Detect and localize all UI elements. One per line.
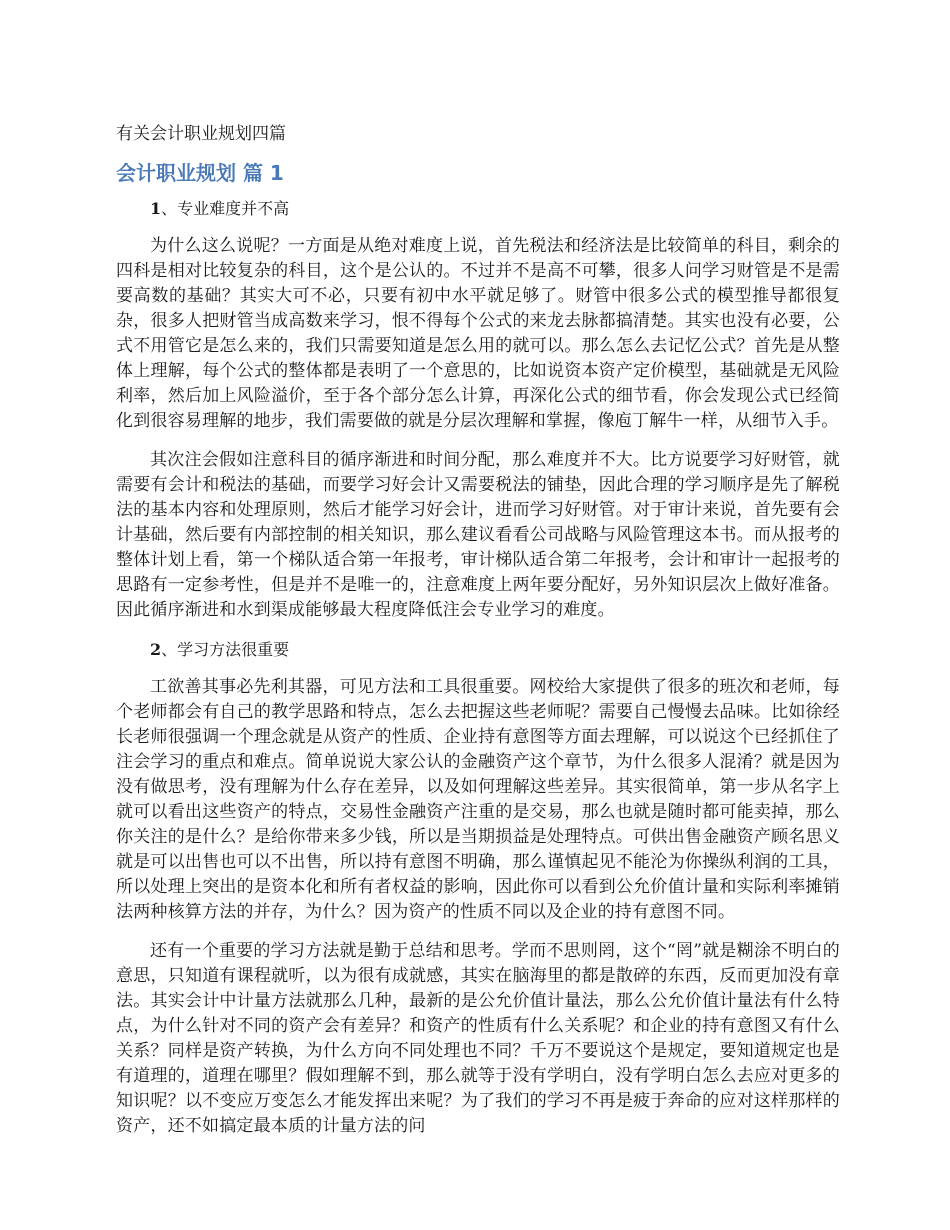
subsection-title: 、学习方法很重要 [161, 640, 290, 659]
subsection-heading [116, 196, 840, 222]
document-page [116, 120, 840, 1153]
paragraph: 其次注会假如注意科目的循序渐进和时间分配，那么难度并不大。比方说要学习好财管，就需要有会计和税法的基础，而要学习好会计又需要税法的铺垫，因此合理的学习顺序是先了解税法的基本内容和处理原则，然后才能学习好会计，进而学习好财管。对于审计来说，首先要有会计基础，然后要有内部控制的相关知识，那么建议看看公司战略与风险管理这本书。而从报考的整体计划上看，第一个梯队适合第一年报考，审计梯队适合第二年报考，会计和审计一起报考的思路有一定参考性，但是并不是唯一的，注意难度上两年要分配好，另外知识层次上做好准备。因此循序渐进和水到渠成能够最大程度降低注会专业学习的难度。 [116, 450, 840, 620]
paragraph: 为什么这么说呢？一方面是从绝对难度上说，首先税法和经济法是比较简单的科目，剩余的四科是相对比较复杂的科目，这个是公认的。不过并不是高不可攀，很多人问学习财管是不是需要高数的基础？其实大可不必，只要有初中水平就足够了。财管中很多公式的模型推导都很复杂，很多人把财管当成高数来学习，恨不得每个公式的来龙去脉都搞清楚。其实也没有必要，公式不用管它是怎么来的，我们只需要知道是怎么用的就可以。那么怎么去记忆公式？首先是从整体上理解，每个公式的整体都是表明了一个意思的，比如说资本资产定价模型，基础就是无风险利率，然后加上风险溢价，至于各个部分怎么计算，再深化公式的细节看，你会发现公式已经简化到很容易理解的地步，我们需要做的就是分层次理解和掌握，像庖丁解牛一样，从细节入手。 [116, 236, 840, 431]
section-heading: 会计职业规划 篇 1 [116, 161, 284, 185]
subsection-1 [116, 196, 840, 623]
subsection-number: 2 [150, 640, 162, 659]
paragraph: 还有一个重要的学习方法就是勤于总结和思考。学而不思则罔，这个“罔”就是糊涂不明白的意思，只知道有课程就听，以为很有成就感，其实在脑海里的都是散碎的东西，反而更加没有章法。其实会计中计量方法就那么几种，最新的是公允价值计量法，那么公允价值计量法有什么特点，为什么针对不同的资产会有差异？和资产的性质有什么关系呢？和企业的持有意图又有什么关系？同样是资产转换，为什么方向不同处理也不同？千万不要说这个是规定，要知道规定也是有道理的，道理在哪里？假如理解不到，那么就等于没有学明白，没有学明白怎么去应对更多的知识呢？以不变应万变怎么才能发挥出来呢？为了我们的学习不再是疲于奔命的应对这样那样的资产，还不如搞定最本质的计量方法的问 [116, 941, 840, 1136]
document-title: 有关会计职业规划四篇 [116, 124, 286, 144]
subsection-number: 1 [150, 199, 162, 218]
subsection-2 [116, 637, 840, 1139]
paragraph: 工欲善其事必先利其器，可见方法和工具很重要。网校给大家提供了很多的班次和老师，每个老师都会有自己的教学思路和特点，怎么去把握这些老师呢？需要自己慢慢去品味。比如徐经长老师很强调一个理念就是从资产的性质、企业持有意图等方面去理解，可以说这个已经抓住了注会学习的重点和难点。简单说说大家公认的金融资产这个章节，为什么很多人混淆？就是因为没有做思考，没有理解为什么存在差异，以及如何理解这些差异。其实很简单，第一步从名字上就可以看出这些资产的特点，交易性金融资产注重的是交易，那么也就是随时都可能卖掉，那么你关注的是什么？是给你带来多少钱，所以是当期损益是处理特点。可供出售金融资产顾名思义就是可以出售也可以不出售，所以持有意图不明确，那么谨慎起见不能沦为你操纵利润的工具，所以处理上突出的是资本化和所有者权益的影响，因此你可以看到公允价值计量和实际利率摊销法两种核算方法的并存，为什么？因为资产的性质不同以及企业的持有意图不同。 [116, 677, 840, 922]
subsection-title: 、专业难度并不高 [161, 199, 290, 218]
subsection-heading [116, 637, 840, 663]
